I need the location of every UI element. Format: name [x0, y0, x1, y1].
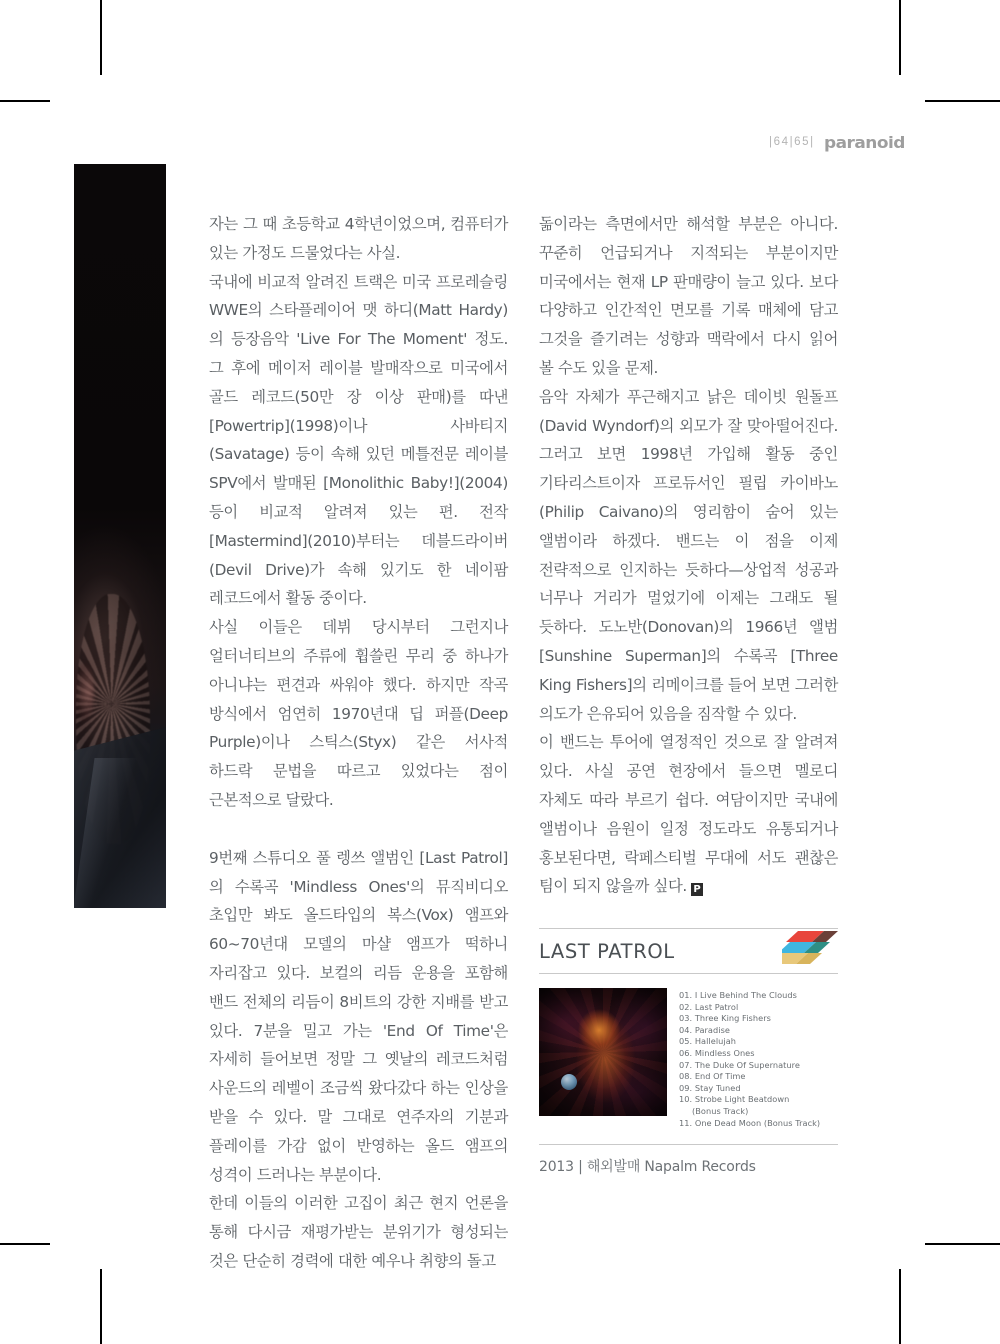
crop-mark-bottom-left-vertical: [100, 1269, 102, 1344]
running-header: [768, 132, 905, 152]
track-list: [679, 990, 820, 1129]
article-column-2: [539, 210, 838, 901]
track-list-item: 11. One Dead Moon (Bonus Track): [679, 1117, 821, 1128]
album-cover-vignette: [539, 988, 667, 1116]
track-list-item: 03. Three King Fishers: [679, 1013, 771, 1024]
photo-jacket-fold: [74, 758, 141, 908]
album-header: [539, 929, 838, 973]
track-list-item: 10. Strobe Light Beatdown: [679, 1094, 790, 1105]
crop-mark-top-right-vertical: [899, 0, 901, 75]
album-review-panel: [539, 928, 838, 1176]
article-paragraph: 국내에 비교적 알려진 트랙은 미국 프로레슬링 WWE의 스타플레이어 맷 하디(Matt Hardy)의 등장음악 'Live For The Moment' 정도. 그 후에 메이저 레이블 발매작으로 미국에서 골드 레코드(50만 장 이상 판매)를 따낸 [Powertrip](1998)이나 사바티지(Savatage) 등이 속해 있던 메틀전문 레이블 SPV에서 발매된 [Monolithic Baby!](2004)등이 비교적 알려져 있는 편. 전작 [Mastermind](2010)부터는 데블드라이버(Devil Drive)가 속해 있기도 한 네이팜 레코드에서 활동 중이다.: [209, 272, 508, 608]
crop-mark-bottom-right-horizontal: [925, 1243, 1000, 1245]
track-list-item: 01. I Live Behind The Clouds: [679, 990, 797, 1000]
track-list-item: 04. Paradise: [679, 1024, 730, 1035]
end-of-article-mark: P: [691, 883, 703, 896]
band-photo: [74, 164, 166, 908]
chevron-ribbon-icon: [782, 931, 838, 975]
crop-mark-bottom-right-vertical: [899, 1269, 901, 1344]
track-list-item: 06. Mindless Ones: [679, 1047, 755, 1058]
article-paragraph: 9번째 스튜디오 풀 렝쓰 앨범인 [Last Patrol]의 수록곡 'Mindless Ones'의 뮤직비디오 초입만 봐도 올드타입의 복스(Vox) 앰프와 60~70년대 모델의 마샬 앰프가 떡하니 자리잡고 있다. 보컬의 리듬 운용을 포함해 밴드 전체의 리듬이 8비트의 강한 지배를 받고 있다. 7분을 밀고 가는 'End Of Time'은 자세히 들어보면 정말 그 옛날의 레코드처럼 사운드의 레벨이 조금씩 왔다갔다 하는 인상을 받을 수 있다. 말 그대로 연주자의 기분과 플레이를 가감 없이 반영하는 올드 앰프의 성격이 드러나는 부분이다.: [209, 848, 508, 1184]
article-paragraph: 음악 자체가 푸근해지고 낡은 데이빗 원돌프(David Wyndorf)의 외모가 잘 맞아떨어진다. 그러고 보면 1998년 가입해 활동 중인 기타리스트이자 프로듀서인 필립 카이바노(Philip Caivano)의 영리함이 숨어 있는 앨범이라 하겠다. 밴드는 이 점을 이제 전략적으로 인지하는 듯하다—상업적 성공과 너무나 거리가 멀었기에 이제는 그래도 될 듯하다. 도노반(Donovan)의 1966년 앨범 [Sunshine Superman]의 수록곡 [Three King Fishers]의 리메이크를 들어 보면 그러한 의도가 은유되어 있음을 짐작할 수 있다.: [539, 387, 838, 723]
article-paragraph: 돎이라는 측면에서만 해석할 부분은 아니다. 꾸준히 언급되거나 지적되는 부분이지만 미국에서는 현재 LP 판매량이 늘고 있다. 보다 다양하고 인간적인 면모를 기록 매체에 담고 그것을 즐기려는 성향과 맥락에서 다시 읽어 볼 수도 있을 문제.: [539, 215, 838, 377]
crop-mark-top-left-vertical: [100, 0, 102, 75]
article-paragraph: 자는 그 때 초등학교 4학년이었으며, 컴퓨터가 있는 가정도 드물었다는 사실.: [209, 215, 508, 262]
album-footer: [539, 1129, 838, 1176]
track-list-item: 05. Hallelujah: [679, 1036, 737, 1047]
page-number: |64|65|: [768, 136, 815, 148]
album-title: LAST PATROL: [539, 939, 675, 963]
track-list-item: 02. Last Patrol: [679, 1001, 739, 1012]
track-list-item: 08. End Of Time: [679, 1071, 746, 1082]
article-paragraph: 사실 이들은 데뷔 당시부터 그런지나 얼터너티브의 주류에 휩쓸린 무리 중 하나가 아니냐는 편견과 싸워야 했다. 하지만 작곡 방식에서 엄연히 1970년대 딥 퍼플(Deep Purple)이나 스틱스(Styx) 같은 서사적 하드락 문법을 따르고 있었다는 점이 근본적으로 달랐다.: [209, 618, 508, 809]
article-paragraph: 한데 이들의 이러한 고집이 최근 현지 언론을 통해 다시금 재평가받는 분위기가 형성되는 것은 단순히 경력에 대한 예우나 취향의 돌고: [209, 1194, 508, 1270]
crop-mark-bottom-left-horizontal: [0, 1243, 50, 1245]
article-paragraph: 이 밴드는 투어에 열정적인 것으로 잘 알려져 있다. 사실 공연 현장에서 들으면 멜로디 자체도 따라 부르기 쉽다. 여담이지만 국내에 앨범이나 음원이 일정 정도라도 유통되거나 홍보된다면, 락페스티벌 무대에 서도 괜찮은 팀이 되지 않을까 싶다. P: [539, 733, 838, 896]
photo-subject-face: [74, 662, 94, 722]
crop-mark-top-left-horizontal: [0, 100, 50, 102]
album-body: [539, 974, 838, 1129]
album-cover-art: [539, 988, 667, 1116]
track-listing: [679, 988, 820, 1129]
crop-mark-top-right-horizontal: [925, 100, 1000, 102]
magazine-logo: paranoid: [823, 132, 905, 152]
track-list-item: (Bonus Track): [692, 1105, 749, 1116]
track-list-item: 09. Stay Tuned: [679, 1082, 741, 1093]
article-column-1: [209, 210, 508, 1276]
track-list-item: 07. The Duke Of Supernature: [679, 1059, 800, 1070]
album-credit: 2013 | 해외발매 Napalm Records: [539, 1159, 756, 1176]
